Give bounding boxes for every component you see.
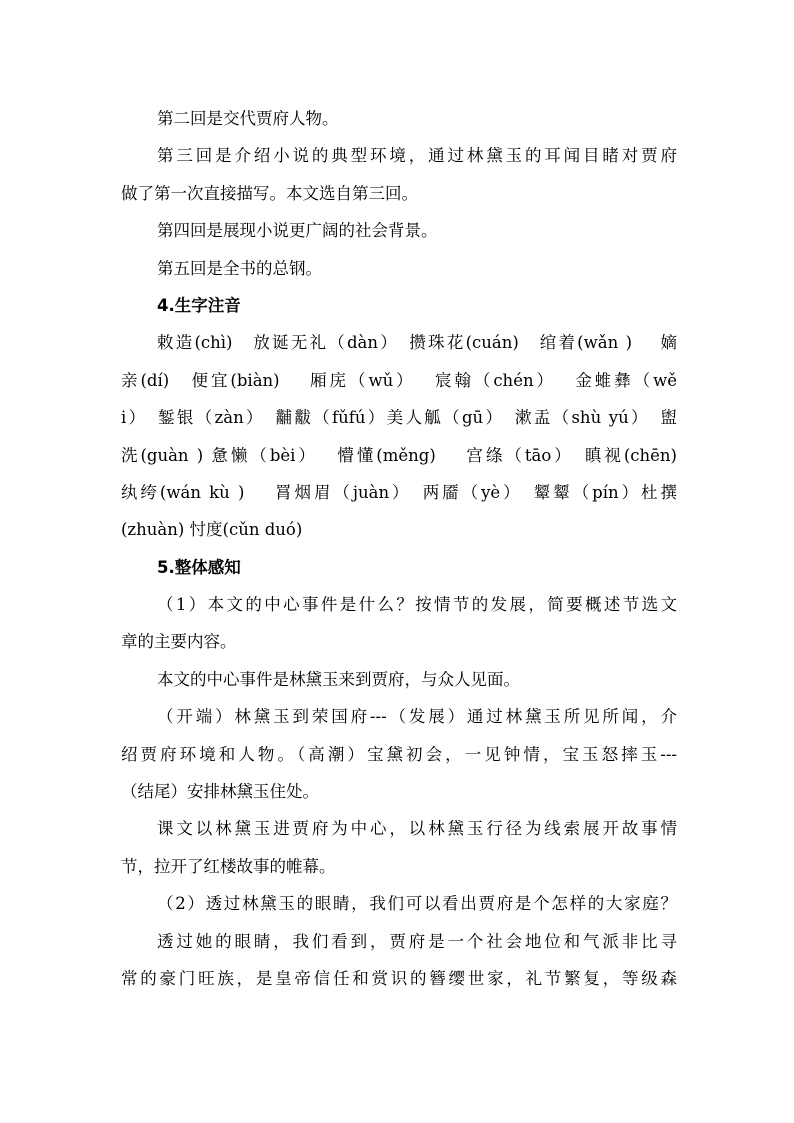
paragraph-line: 亲(dí) 便宜(biàn) 厢庑（wǔ） 宸翰（chén） 金蜼彝（wě bbox=[121, 370, 677, 390]
question-line: （1）本文的中心事件是什么？按情节的发展，简要概述节选文 bbox=[157, 595, 677, 615]
paragraph-line: 第二回是交代贾府人物。 bbox=[157, 109, 339, 128]
paragraph-line: (zhuàn) 忖度(cǔn duó) bbox=[121, 520, 303, 540]
question-line: 章的主要内容。 bbox=[121, 632, 237, 652]
question-line: （2）透过林黛玉的眼睛，我们可以看出贾府是个怎样的大家庭？ bbox=[157, 894, 677, 914]
paragraph-line: （结尾）安排林黛玉住处。 bbox=[121, 782, 319, 802]
paragraph-line: 节，拉开了红楼故事的帷幕。 bbox=[121, 856, 336, 876]
document-page bbox=[121, 100, 677, 997]
section-heading: 4.生字注音 bbox=[157, 295, 241, 315]
paragraph-line: 第四回是展现小说更广阔的社会背景。 bbox=[157, 221, 438, 241]
paragraph-line: 第五回是全书的总钢。 bbox=[157, 258, 322, 278]
section-heading: 5.整体感知 bbox=[157, 557, 241, 577]
paragraph-line: 绍贾府环境和人物。（高潮）宝黛初会，一见钟情，宝玉怒摔玉--- bbox=[121, 744, 677, 764]
paragraph-line: （开端）林黛玉到荣国府---（发展）通过林黛玉所见所闻，介 bbox=[157, 707, 677, 727]
paragraph-line: 常的豪门旺族，是皇帝信任和赏识的簪缨世家，礼节繁复，等级森 bbox=[121, 968, 677, 988]
paragraph-line: 纨绔(wán kù ) 罥烟眉（juàn） 两靥（yè） 颦颦（pín）杜撰 bbox=[121, 482, 677, 502]
paragraph-line: 课文以林黛玉进贾府为中心，以林黛玉行径为线索展开故事情 bbox=[157, 819, 677, 839]
paragraph-line: 第三回是介绍小说的典型环境，通过林黛玉的耳闻目睹对贾府 bbox=[157, 146, 677, 166]
paragraph-line: 洗(guàn ) 惫懒（bèi） 懵懂(měng) 宫绦（tāo） 瞋视(chēn) bbox=[121, 445, 677, 465]
paragraph-line: 本文的中心事件是林黛玉来到贾府，与众人见面。 bbox=[157, 669, 520, 689]
paragraph-line: i） 錾银（zàn） 黼黻（fǔfú）美人觚（gū） 漱盂（shù yú） 盥 bbox=[121, 408, 677, 428]
paragraph-line: 做了第一次直接描写。本文选自第三回。 bbox=[121, 183, 418, 203]
paragraph-line: 敕造(chì) 放诞无礼（dàn） 攒珠花(cuán) 绾着(wǎn ) 嫡 bbox=[157, 333, 677, 353]
paragraph-line: 透过她的眼睛，我们看到，贾府是一个社会地位和气派非比寻 bbox=[157, 931, 677, 951]
